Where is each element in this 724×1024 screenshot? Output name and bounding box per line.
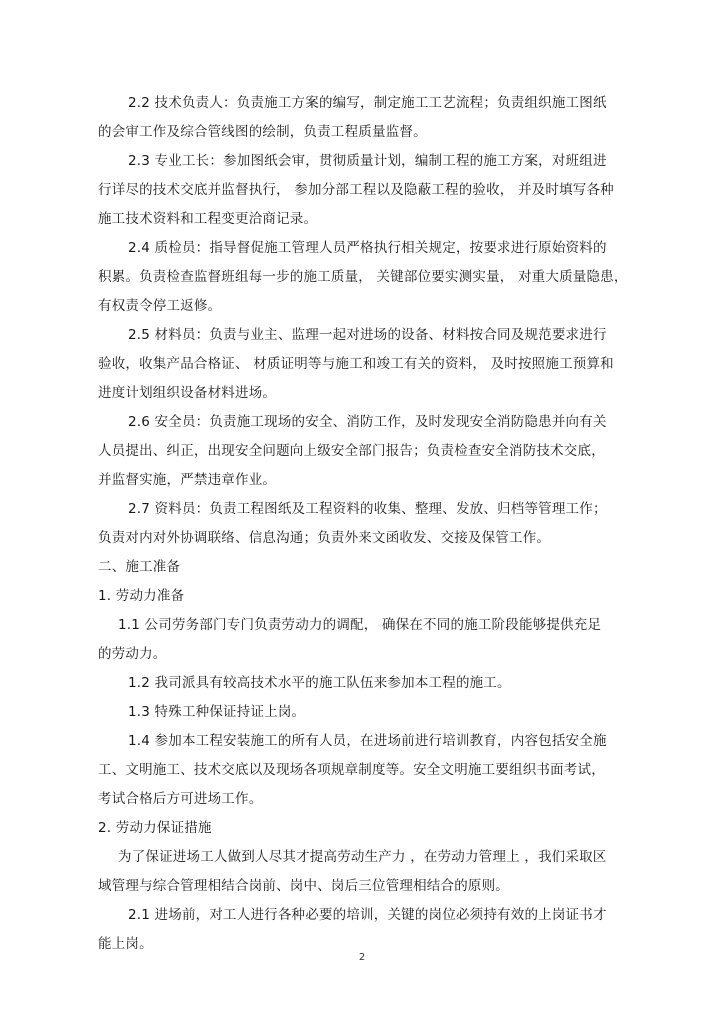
paragraph-line: 的劳动力。 xyxy=(98,646,167,662)
subsection-heading: 1. 劳动力准备 xyxy=(98,588,185,604)
paragraph-line: 2.6 安全员：负责施工现场的安全、消防工作，及时发现安全消防隐患并向有关 xyxy=(128,414,607,430)
section-heading: 二、施工准备 xyxy=(98,559,181,575)
paragraph-line: 并监督实施，严禁违章作业。 xyxy=(98,472,277,488)
paragraph-line: 能上岗。 xyxy=(98,936,153,952)
paragraph-line: 有权责令停工返修。 xyxy=(98,298,222,314)
paragraph-line: 工、文明施工、技术交底以及现场各项规章制度等。安全文明施工要组织书面考试， xyxy=(98,762,605,778)
paragraph-line: 2.2 技术负责人：负责施工方案的编写，制定施工工艺流程；负责组织施工图纸 xyxy=(128,95,607,111)
paragraph-line: 为了保证进场工人做到人尽其才提高劳动生产力 ，在劳动力管理上 ，我们采取区 xyxy=(118,849,607,865)
paragraph-line: 2.5 材料员：负责与业主、监理一起对进场的设备、材料按合同及规范要求进行 xyxy=(128,327,607,343)
paragraph-line: 1.3 特殊工种保证持证上岗。 xyxy=(128,704,306,720)
paragraph-line: 1.1 公司劳务部门专门负责劳动力的调配， 确保在不同的施工阶段能够提供充足 xyxy=(118,617,602,633)
paragraph-line: 2.3 专业工长：参加图纸会审，贯彻质量计划，编制工程的施工方案，对班组进 xyxy=(128,153,607,169)
paragraph-line: 行详尽的技术交底并监督执行， 参加分部工程以及隐蔽工程的验收， 并及时填写各种 xyxy=(98,182,614,198)
paragraph-line: 施工技术资料和工程变更洽商记录。 xyxy=(98,211,318,227)
paragraph-line: 负责对内对外协调联络、信息沟通；负责外来文函收发、交接及保管工作。 xyxy=(98,530,551,546)
page-number: 2 xyxy=(358,952,366,963)
document-body xyxy=(98,89,638,959)
paragraph-line: 2.7 资料员：负责工程图纸及工程资料的收集、整理、发放、归档等管理工作； xyxy=(128,501,607,517)
paragraph-line: 域管理与综合管理相结合岗前、岗中、岗后三位管理相结合的原则。 xyxy=(98,878,509,894)
paragraph-line: 人员提出、纠正，出现安全问题向上级安全部门报告；负责检查安全消防技术交底， xyxy=(98,443,605,459)
paragraph-line: 1.2 我司派具有较高技术水平的施工队伍来参加本工程的施工。 xyxy=(128,675,511,691)
paragraph-line: 验收，收集产品合格证、 材质证明等与施工和竣工有关的资料， 及时按照施工预算和 xyxy=(98,356,614,372)
paragraph-line: 考试合格后方可进场工作。 xyxy=(98,791,263,807)
paragraph-line: 的会审工作及综合管线图的绘制，负责工程质量监督。 xyxy=(98,124,427,140)
paragraph-line: 进度计划组织设备材料进场。 xyxy=(98,385,277,401)
paragraph-line: 2.4 质检员：指导督促施工管理人员严格执行相关规定，按要求进行原始资料的 xyxy=(128,240,607,256)
paragraph-line: 积累。负责检查监督班组每一步的施工质量， 关键部位要实测实量， 对重大质量隐患， xyxy=(98,269,628,285)
paragraph-line: 2.1 进场前，对工人进行各种必要的培训，关键的岗位必须持有效的上岗证书才 xyxy=(128,907,607,923)
paragraph-line: 1.4 参加本工程安装施工的所有人员，在进场前进行培训教育，内容包括安全施 xyxy=(128,733,607,749)
subsection-heading: 2. 劳动力保证措施 xyxy=(98,820,212,836)
